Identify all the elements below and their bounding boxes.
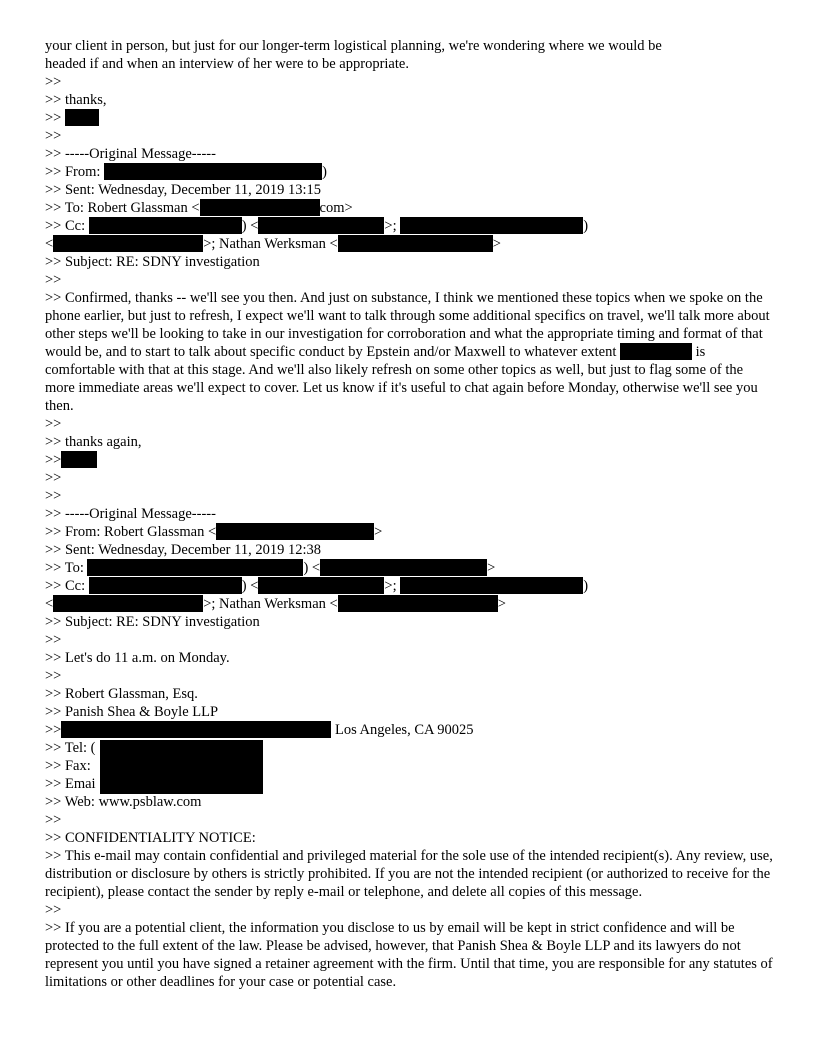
msg2-sent-line: >> Sent: Wednesday, December 11, 2019 12:38	[45, 542, 321, 558]
signature-name: >> Robert Glassman, Esq.	[45, 686, 198, 702]
msg1-cc-line-2: < >; Nathan Werksman < >	[45, 236, 501, 252]
signoff-name-line	[45, 109, 775, 127]
msg2-cc-line-2: < >; Nathan Werksman < >	[45, 596, 506, 612]
redaction-box	[53, 235, 203, 252]
confidentiality-title: >> CONFIDENTIALITY NOTICE:	[45, 830, 256, 846]
redaction-box	[258, 577, 384, 594]
redaction-box	[400, 217, 583, 234]
msg2-subject-line: >> Subject: RE: SDNY investigation	[45, 614, 260, 630]
signature-firm: >> Panish Shea & Boyle LLP	[45, 704, 219, 720]
quote-marker: >>	[45, 812, 62, 828]
quote-marker: >>	[45, 902, 62, 918]
quote-marker: >>	[45, 74, 62, 90]
redaction-box	[258, 217, 384, 234]
intro-line-2: headed if and when an interview of her were to be appropriate.	[45, 56, 409, 72]
signature-tel: >> Tel: (	[45, 740, 96, 756]
signature-address: >> Los Angeles, CA 90025	[45, 722, 474, 738]
msg2-cc-line: >> Cc: ) < >; )	[45, 578, 589, 594]
quote-marker: >>	[45, 128, 62, 144]
redaction-box	[338, 235, 493, 252]
quote-marker: >>	[45, 470, 62, 486]
quote-marker: >>	[45, 668, 62, 684]
signature-web: >> Web: www.psblaw.com	[45, 794, 202, 810]
redaction-box	[89, 577, 242, 594]
msg2-to-line: >> To: ) < >	[45, 560, 496, 576]
redaction-box	[216, 523, 374, 540]
signature-email: >> Emai	[45, 776, 96, 792]
quote-marker: >>	[45, 632, 62, 648]
msg1-body-paragraph: >> Confirmed, thanks -- we'll see you then. And just on substance, I think we mentioned these topics when we spoke on the phone earlier, but just to refresh, I expect we'll want to talk through some additional specifics on travel, we'll talk more about other steps we'll be looking to take in our investigation for corroboration and what the appropriate timing and format of that would be, and to start to talk about specific conduct by Epstein and/or Maxwell to whatever extent is comfortable with that at this stage. And we'll also likely refresh on some other topics as well, but just to flag some of the more immediate areas we'll expect to cover. Let us know if it's useful to chat again before Monday, otherwise we'll see you then.	[45, 290, 770, 414]
msg1-sent-line: >> Sent: Wednesday, December 11, 2019 13:15	[45, 182, 321, 198]
signature-contact-block	[45, 739, 775, 793]
redaction-box	[65, 109, 99, 126]
confidentiality-paragraph-1: >> This e-mail may contain confidential and privileged material for the sole use of the intended recipient(s). Any review, use, distribution or disclosure by others is strictly prohibited. If you are not the intended recipient (or authorized to receive for the recipient), please contact the sender by reply e-mail or telephone, and delete all copies of this message.	[45, 848, 773, 900]
intro-line-1: your client in person, but just for our longer-term logistical planning, we're wondering where we would be	[45, 38, 662, 54]
msg2-body: >> Let's do 11 a.m. on Monday.	[45, 650, 230, 666]
msg2-from-line: >> From: Robert Glassman < >	[45, 524, 383, 540]
email-document	[45, 37, 775, 991]
quote-marker: >>	[45, 272, 62, 288]
redaction-box	[620, 343, 692, 360]
redaction-box	[100, 740, 263, 794]
redaction-box	[61, 451, 97, 468]
msg1-subject-line: >> Subject: RE: SDNY investigation	[45, 254, 260, 270]
redaction-box	[338, 595, 498, 612]
msg1-signoff-name: >>	[45, 451, 775, 469]
redaction-box	[53, 595, 203, 612]
quote-marker: >>	[45, 488, 62, 504]
quote-marker: >>	[45, 416, 62, 432]
redaction-box	[400, 577, 583, 594]
signoff-thanks: >> thanks,	[45, 92, 107, 108]
redaction-box	[87, 559, 303, 576]
msg1-cc-line: >> Cc: ) < >; )	[45, 218, 589, 234]
original-message-header: >> -----Original Message-----	[45, 506, 216, 522]
redaction-box	[89, 217, 242, 234]
quote-marker: >>	[45, 110, 62, 126]
redaction-box	[61, 721, 331, 738]
signature-fax: >> Fax:	[45, 758, 91, 774]
redaction-box	[200, 199, 320, 216]
redaction-box	[104, 163, 322, 180]
confidentiality-paragraph-2: >> If you are a potential client, the information you disclose to us by email will be kept in strict confidence and will be protected to the full extent of the law. Please be advised, however, that Panish Shea & Boyle LLP and its lawyers do not represent you until you have signed a retainer agreement with the firm. Until that time, you are responsible for any statutes of limitations or other deadlines for your case or potential case.	[45, 920, 773, 990]
msg1-thanks-again: >> thanks again,	[45, 434, 142, 450]
redaction-box	[320, 559, 487, 576]
original-message-header: >> -----Original Message-----	[45, 146, 216, 162]
msg1-to-line: >> To: Robert Glassman < com>	[45, 200, 353, 216]
msg1-from-line: >> From: )	[45, 164, 327, 180]
